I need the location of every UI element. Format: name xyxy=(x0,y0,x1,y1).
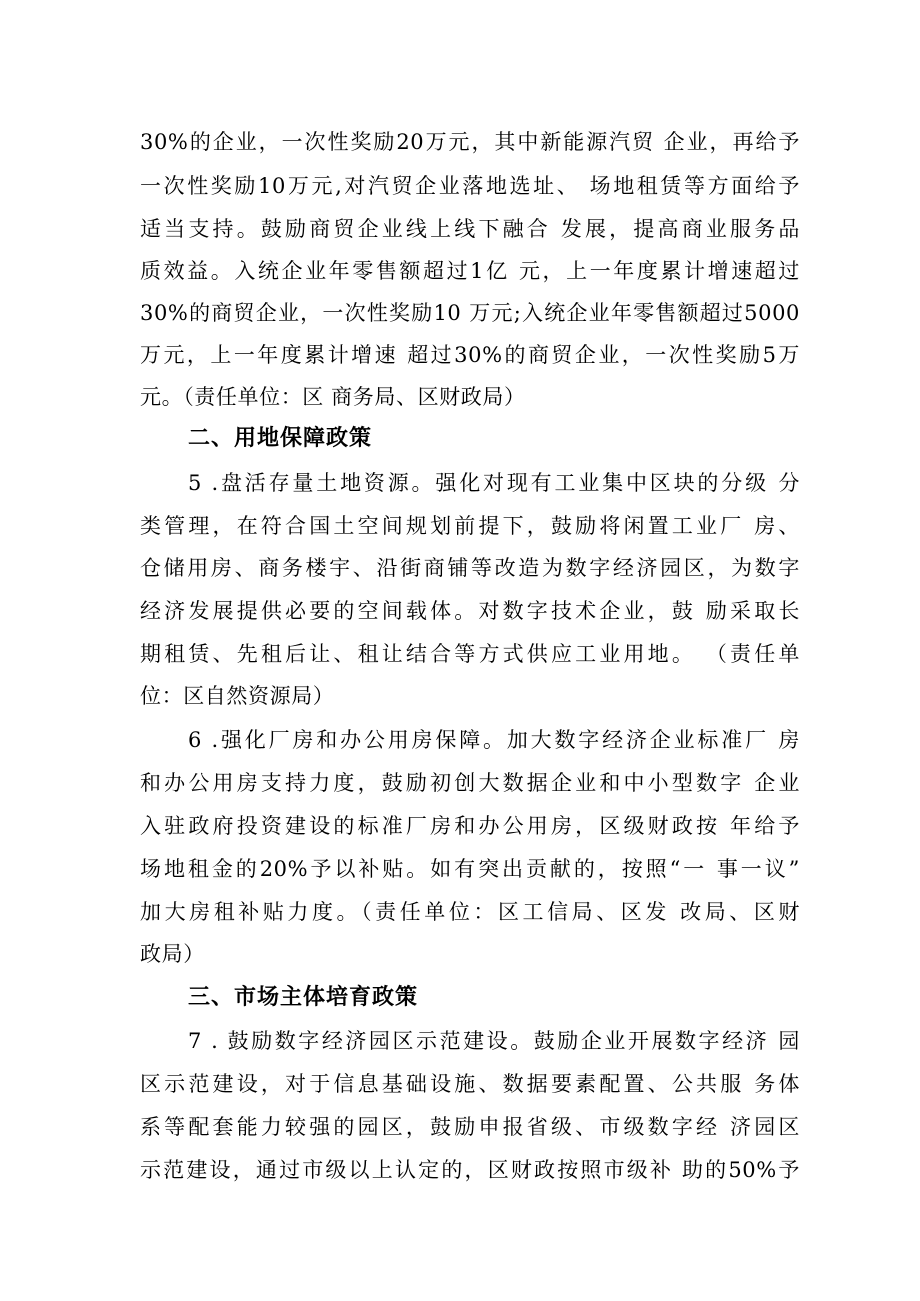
paragraph-line: 万元，上一年度累计增速 超过30%的商贸企业，一次性奖励5万 xyxy=(140,343,800,367)
paragraph-line: 和办公用房支持力度，鼓励初创大数据企业和中小型数字 企业 xyxy=(140,771,800,795)
paragraph-line: 质效益。入统企业年零售额超过1亿 元，上一年度累计增速超过 xyxy=(140,259,800,283)
paragraph-line: 30%的商贸企业，一次性奖励10 万元;入统企业年零售额超过5000 xyxy=(140,301,800,325)
paragraph-line: 仓储用房、商务楼宇、沿街商铺等改造为数字经济园区，为数字 xyxy=(140,556,800,580)
section-heading-market: 三、市场主体培育政策 xyxy=(188,985,419,1010)
paragraph-line: 一次性奖励10万元,对汽贸企业落地选址、 场地租赁等方面给予 xyxy=(140,174,800,198)
paragraph-line: 政局） xyxy=(140,942,205,966)
paragraph-line: 示范建设，通过市级以上认定的，区财政按照市级补 助的50%予 xyxy=(140,1158,800,1182)
paragraph-line: 入驻政府投资建设的标准厂房和办公用房，区级财政按 年给予 xyxy=(140,814,800,838)
paragraph-line: 区示范建设，对于信息基础设施、数据要素配置、公共服 务体 xyxy=(140,1072,800,1096)
paragraph-line: 加大房租补贴力度。（责任单位：区工信局、区发 改局、区财 xyxy=(140,900,800,924)
paragraph-line: 元。（责任单位：区 商务局、区财政局） xyxy=(140,385,526,409)
paragraph-line: 系等配套能力较强的园区，鼓励申报省级、市级数字经 济园区 xyxy=(140,1115,800,1139)
paragraph-line: 7 . 鼓励数字经济园区示范建设。鼓励企业开展数字经济 园 xyxy=(188,1029,800,1053)
paragraph-line: 场地租金的20%予以补贴。如有突出贡献的，按照“一 事一议” xyxy=(140,857,800,881)
paragraph-line: 经济发展提供必要的空间载体。对数字技术企业，鼓 励采取长 xyxy=(140,599,800,623)
paragraph-line: 类管理，在符合国土空间规划前提下，鼓励将闲置工业厂 房、 xyxy=(140,514,800,538)
paragraph-line: 期租赁、先租后让、租让结合等方式供应工业用地。 （责任单 xyxy=(140,642,800,666)
paragraph-line: 6 .强化厂房和办公用房保障。加大数字经济企业标准厂 房 xyxy=(188,728,800,752)
paragraph-line: 30%的企业，一次性奖励20万元，其中新能源汽贸 企业，再给予 xyxy=(140,130,800,154)
paragraph-line: 5 .盘活存量土地资源。强化对现有工业集中区块的分级 分 xyxy=(188,471,800,495)
section-heading-land: 二、用地保障政策 xyxy=(188,426,373,451)
paragraph-line: 位：区自然资源局） xyxy=(140,684,335,708)
paragraph-line: 适当支持。鼓励商贸企业线上线下融合 发展，提高商业服务品 xyxy=(140,217,800,241)
